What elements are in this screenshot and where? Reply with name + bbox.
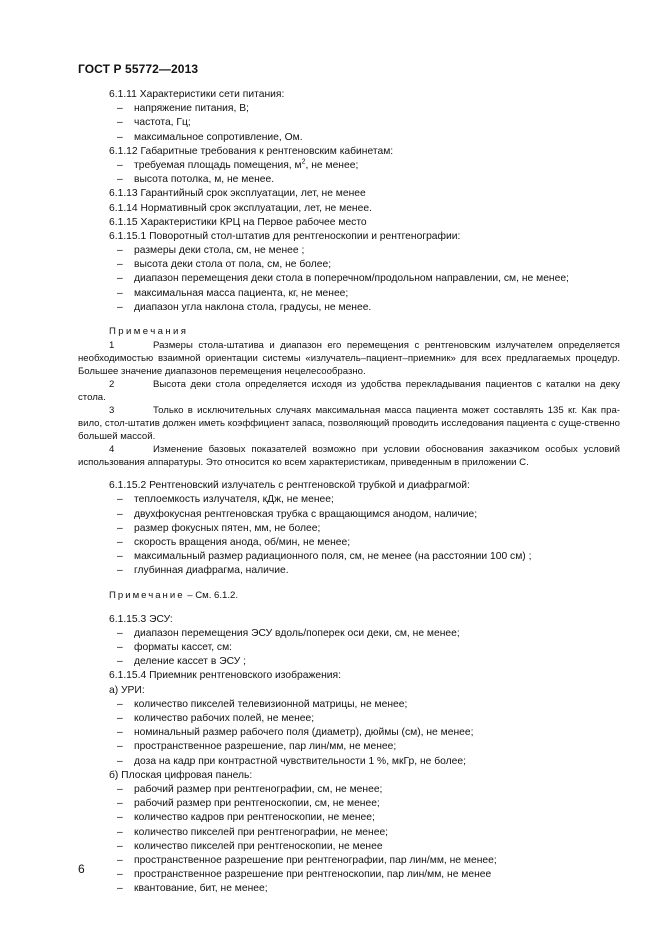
list-item: [78, 811, 620, 825]
section-heading: 6.1.14 Нормативный срок эксплуатации, лет, не менее.: [109, 202, 372, 214]
list-item: [78, 840, 620, 854]
note-number: 2: [109, 379, 115, 391]
note-text: Размеры стола-штатива и диапазон его перемещения с рентгеновским излучателем определяется необходимостью взаимной ориентации системы «излучатель–пациент–приемник» для всех предлагаемых процедур. Большее значение диапазонов перемещения нецелесообразно.: [78, 340, 620, 378]
list-item-text: доза на кадр при контрастной чувствительности 1 %, мкГр, не более;: [134, 755, 466, 767]
list-item: [78, 287, 620, 301]
note-item: [78, 378, 620, 404]
list-item-text: напряжение питания, В;: [134, 103, 249, 115]
dash-marker: –: [117, 287, 123, 299]
list-item: [78, 131, 620, 145]
note-text: Высота деки стола определяется исходя из удобства перекладывания пациентов с каталки на деку стола.: [78, 379, 620, 404]
dash-marker: –: [117, 522, 123, 534]
list-item: [78, 244, 620, 258]
section-heading: 6.1.11 Характеристики сети питания:: [109, 89, 285, 100]
list-item-text: двухфокусная рентгеновская трубка с вращающимся анодом, наличие;: [134, 508, 478, 520]
notes-heading: Примечания: [109, 326, 189, 337]
dash-marker: –: [117, 656, 123, 668]
dash-marker: –: [117, 741, 123, 753]
list-item-text: количество пикселей при рентгенографии, не менее;: [134, 826, 389, 838]
list-item: [78, 301, 620, 315]
list-item-text: высота деки стола от пола, см, не более;: [134, 259, 332, 271]
dash-marker: –: [117, 642, 123, 654]
list-item-text: пространственное разрешение при рентгеноскопии, пар лин/мм, не менее: [134, 869, 492, 881]
section-heading: 6.1.15.2 Рентгеновский излучатель с рентгеновской трубкой и диафрагмой:: [109, 480, 470, 492]
list-item-text: количество пикселей при рентгеноскопии, не менее: [134, 840, 383, 852]
list-item-text: диапазон перемещения ЭСУ вдоль/поперек оси деки, см, не менее;: [134, 627, 460, 639]
list-item: [78, 797, 620, 811]
list-item-text: размер фокусных пятен, мм, не более;: [134, 522, 321, 534]
list-item-text: глубинная диафрагма, наличие.: [134, 565, 289, 577]
list-item-text: количество пикселей телевизионной матрицы, не менее;: [134, 698, 408, 710]
dash-marker: –: [117, 245, 123, 257]
dash-marker: –: [117, 536, 123, 548]
list-item: [78, 755, 620, 769]
dash-marker: –: [117, 174, 123, 186]
list-item-text: частота, Гц;: [134, 117, 191, 129]
list-item-text: диапазон угла наклона стола, градусы, не менее.: [134, 301, 372, 313]
list-item: [78, 854, 620, 868]
dash-marker: –: [117, 826, 123, 838]
list-item-text: диапазон перемещения деки стола в поперечном/продольном направлении, см, не менее;: [134, 273, 569, 285]
list-item: [78, 102, 620, 116]
superscript: 2: [301, 158, 306, 166]
note-text: Только в исключительных случаях максимальная масса пациента может составлять 135 кг. Как пра-вило, стол-штатив должен иметь коэффициент запаса, позволяющий проводить исследования пациента с суще-ственно большей массой.: [78, 405, 620, 443]
list-item-text: теплоемкость излучателя, кДж, не менее;: [134, 494, 334, 506]
section-heading: 6.1.15.4 Приемник рентгеновского изображения:: [109, 670, 341, 682]
list-item-text: квантование, бит, не менее;: [134, 883, 268, 895]
list-item: [78, 493, 620, 507]
page-number: 6: [78, 862, 85, 876]
list-item-text: деление кассет в ЭСУ ;: [134, 656, 246, 668]
list-item-text: форматы кассет, см:: [134, 642, 233, 654]
list-item: [78, 522, 620, 536]
dash-marker: –: [117, 869, 123, 881]
list-item: [78, 564, 620, 578]
note-2: [78, 589, 620, 603]
dash-marker: –: [117, 627, 123, 639]
list-item-text: рабочий размер при рентгеноскопии, см, не менее;: [134, 798, 380, 810]
dash-marker: –: [117, 131, 123, 143]
note-2-label: Примечание: [109, 589, 185, 601]
list-item: [78, 726, 620, 740]
section-heading: 6.1.13 Гарантийный срок эксплуатации, лет, не менее: [109, 188, 366, 200]
list-item-text: высота потолка, м, не менее.: [134, 174, 275, 186]
dash-marker: –: [117, 259, 123, 271]
dash-marker: –: [117, 159, 123, 171]
note-item: [78, 339, 620, 378]
dash-marker: –: [117, 755, 123, 767]
list-item: [78, 712, 620, 726]
list-item: [78, 740, 620, 754]
dash-marker: –: [117, 301, 123, 313]
list-item-text: максимальное сопротивление, Ом.: [134, 131, 303, 143]
dash-marker: –: [117, 798, 123, 810]
list-item: [78, 627, 620, 641]
dash-marker: –: [117, 713, 123, 724]
note-2-text: – См. 6.1.2.: [184, 589, 239, 601]
dash-marker: –: [117, 840, 123, 852]
dash-marker: –: [117, 273, 123, 285]
dash-marker: –: [117, 565, 123, 577]
section-heading: 6.1.15.3 ЭСУ:: [109, 613, 173, 625]
list-item: [78, 655, 620, 669]
page-content: [78, 88, 620, 896]
list-item-text: требуемая площадь помещения, м: [134, 159, 302, 171]
list-item: [78, 826, 620, 840]
dash-marker: –: [117, 508, 123, 520]
list-item-text: размеры деки стола, см, не менее ;: [134, 245, 305, 257]
list-item: [78, 173, 620, 187]
section-block-2: [78, 479, 620, 578]
dash-marker: –: [117, 494, 123, 506]
list-item: [78, 159, 620, 173]
list-item: [78, 536, 620, 550]
list-item: [78, 641, 620, 655]
list-item: [78, 698, 620, 712]
dash-marker: –: [117, 783, 123, 795]
list-item-text: пространственное разрешение, пар лин/мм, не менее;: [134, 741, 397, 753]
dash-marker: –: [117, 551, 123, 563]
note-item: [78, 443, 620, 469]
notes-list: [78, 339, 620, 469]
section-heading: 6.1.15.1 Поворотный стол-штатив для рентгеноскопии и рентгенографии:: [109, 230, 461, 242]
dash-marker: –: [117, 854, 123, 866]
section-block-1: [78, 88, 620, 315]
note-item: [78, 404, 620, 443]
list-item: [78, 116, 620, 130]
list-item: [78, 258, 620, 272]
list-item: [78, 550, 620, 564]
list-item: [78, 868, 620, 882]
note-number: 1: [109, 340, 115, 352]
dash-marker: –: [117, 883, 123, 895]
list-item: [78, 508, 620, 522]
note-number: 3: [109, 405, 115, 417]
list-item-text: номинальный размер рабочего поля (диаметр), дюймы (см), не менее;: [134, 727, 474, 739]
dash-marker: –: [117, 698, 123, 710]
section-heading: а) УРИ:: [109, 684, 145, 696]
dash-marker: –: [117, 727, 123, 739]
note-number: 4: [109, 444, 115, 456]
section-heading: 6.1.12 Габаритные требования к рентгеновским кабинетам:: [109, 145, 394, 157]
dash-marker: –: [117, 812, 123, 824]
document-header: ГОСТ Р 55772—2013: [78, 62, 199, 76]
section-heading: 6.1.15 Характеристики КРЦ на Первое рабочее место: [109, 216, 367, 228]
list-item-text: пространственное разрешение при рентгенографии, пар лин/мм, не менее;: [134, 854, 497, 866]
list-item-text: скорость вращения анода, об/мин, не менее;: [134, 536, 351, 548]
list-item-text: максимальный размер радиационного поля, см, не менее (на расстоянии 100 см) ;: [134, 551, 532, 563]
list-item: [78, 272, 620, 286]
list-item-text: максимальная масса пациента, кг, не менее;: [134, 287, 349, 299]
dash-marker: –: [117, 103, 123, 115]
list-item: [78, 882, 620, 896]
list-item-text: количество рабочих полей, не менее;: [134, 713, 315, 724]
section-heading: б) Плоская цифровая панель:: [109, 769, 253, 781]
list-item-text: количество кадров при рентгеноскопии, не менее;: [134, 812, 375, 824]
section-block-3: [78, 613, 620, 897]
note-text: Изменение базовых показателей возможно при условии обоснования заказчиком особых условий использования аппаратуры. Это относится ко всем характеристикам, приведенным в приложении С.: [78, 444, 620, 469]
list-item: [78, 783, 620, 797]
list-item-text: рабочий размер при рентгенографии, см, не менее;: [134, 783, 383, 795]
list-item-text-after: , не менее;: [305, 159, 359, 171]
dash-marker: –: [117, 117, 123, 129]
